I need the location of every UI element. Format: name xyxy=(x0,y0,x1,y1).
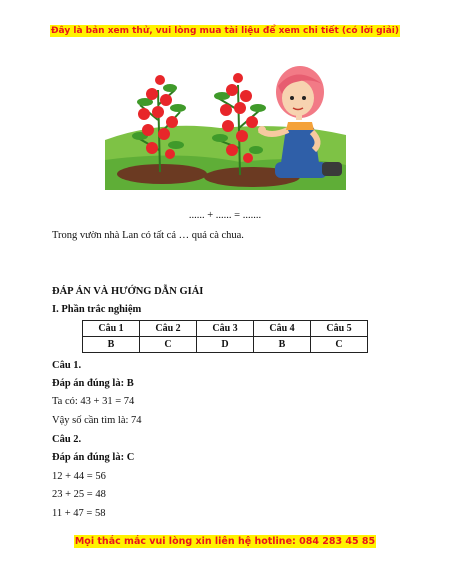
table-header-cell: Câu 1 xyxy=(83,321,140,337)
hotline-text: Mọi thắc mắc vui lòng xin liên hệ hotline: 084 283 45 85 xyxy=(74,536,376,547)
table-value-cell: C xyxy=(311,337,368,353)
q2-line: 12 + 44 = 56 xyxy=(52,471,106,482)
answers-title: ĐÁP ÁN VÀ HƯỚNG DẪN GIẢI xyxy=(52,286,204,297)
table-header-cell: Câu 2 xyxy=(140,321,197,337)
table-value-cell: D xyxy=(197,337,254,353)
table-value-cell: C xyxy=(140,337,197,353)
section-title: I. Phần trắc nghiệm xyxy=(52,304,142,315)
table-header-cell: Câu 5 xyxy=(311,321,368,337)
answer-table-value-row xyxy=(83,337,368,353)
q1-line: Vậy số cần tìm là: 74 xyxy=(52,415,142,426)
q1-line: Ta có: 43 + 31 = 74 xyxy=(52,396,135,407)
q1-answer: Đáp án đúng là: B xyxy=(52,378,134,389)
table-value-cell: B xyxy=(83,337,140,353)
table-value-cell: B xyxy=(254,337,311,353)
answer-table xyxy=(82,320,368,353)
q2-line: 23 + 25 = 48 xyxy=(52,489,106,500)
problem-sentence: Trong vườn nhà Lan có tất cả … quả cà chua. xyxy=(52,230,244,241)
table-header-cell: Câu 3 xyxy=(197,321,254,337)
hotline-banner xyxy=(0,536,450,547)
table-header-cell: Câu 4 xyxy=(254,321,311,337)
q1-label: Câu 1. xyxy=(52,360,82,371)
q2-label: Câu 2. xyxy=(52,434,82,445)
preview-notice-banner xyxy=(0,26,450,36)
answer-table-header-row xyxy=(83,321,368,337)
tomato-garden-illustration xyxy=(100,50,350,200)
preview-notice-text: Đây là bản xem thử, vui lòng mua tài liệu để xem chi tiết (có lời giải) xyxy=(51,26,399,36)
blank-equation: ...... + ...... = ....... xyxy=(188,210,262,221)
q2-line: 11 + 47 = 58 xyxy=(52,508,106,519)
q2-answer: Đáp án đúng là: C xyxy=(52,452,135,463)
